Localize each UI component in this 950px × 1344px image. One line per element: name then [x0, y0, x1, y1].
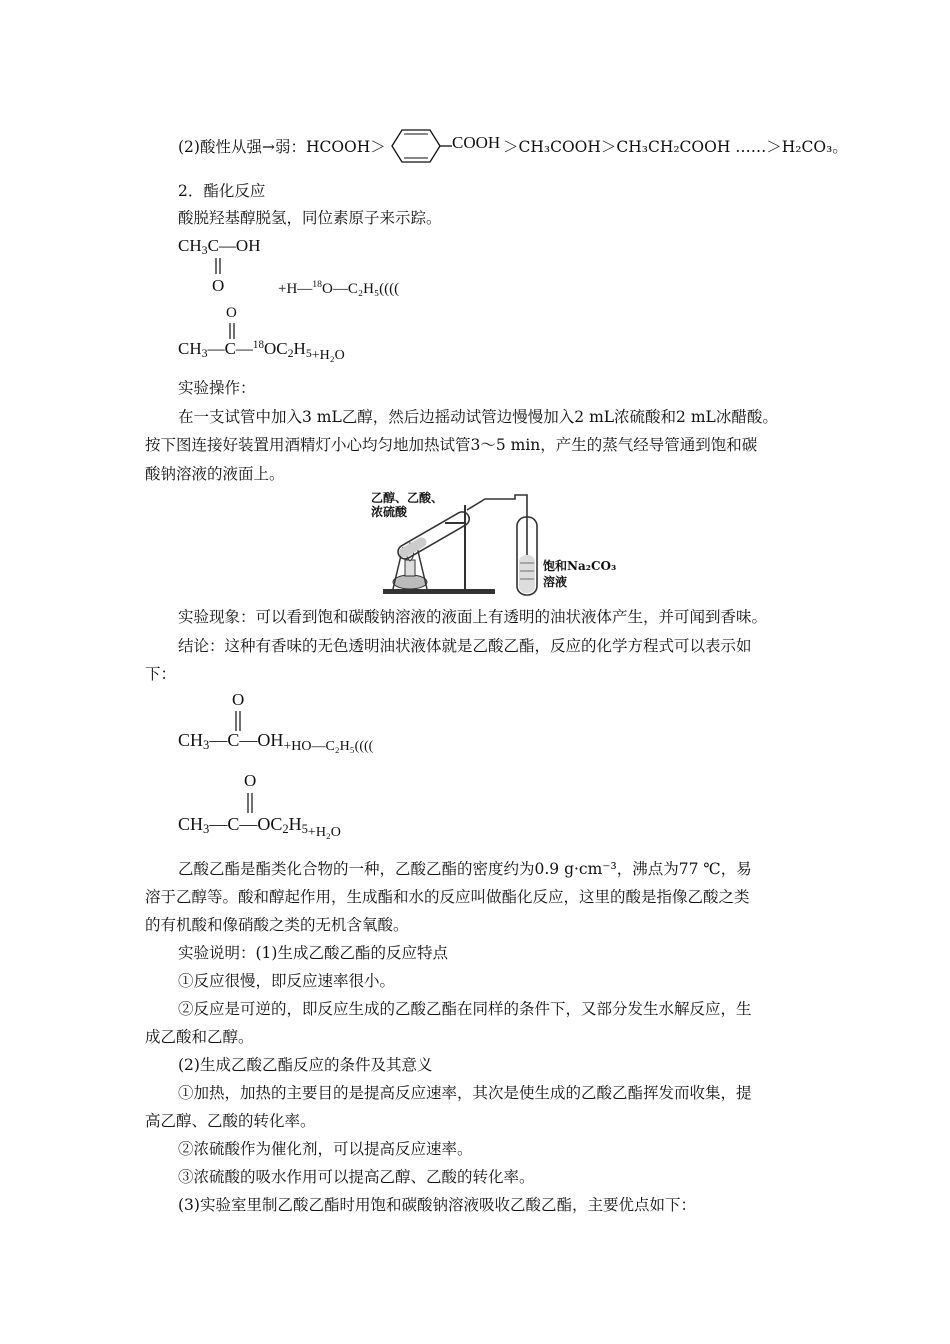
figure-label-reactants-1: 乙醇、乙酸、 — [371, 491, 444, 505]
section-heading: 2．酯化反应 — [178, 182, 266, 200]
note-1: ①反应很慢，即反应速率很小。 — [178, 972, 396, 990]
condition-1-line-1: ①加热，加热的主要目的是提高反应速率，其次是使生成的乙酸乙酯挥发而收集，提 — [178, 1084, 752, 1102]
operation-title: 实验操作： — [178, 379, 256, 397]
eq2-product-oxygen: O — [244, 771, 257, 790]
eq2-double-bond — [232, 710, 244, 732]
figure-label-reactants-2: 浓硫酸 — [371, 505, 408, 519]
ester-line-3: 的有机酸和像硝酸之类的无机含氧酸。 — [145, 916, 409, 934]
eq2-reactants: $CH_3—C—OH_{+HO—C_2H_5((((}$ — [178, 730, 374, 754]
eq1-product: $CH_3—C—^{18}OC_2H_{5+H_2O}$ — [178, 339, 345, 363]
condition-1-line-2: 高乙醇、乙酸的转化率。 — [145, 1112, 316, 1130]
eq1-alcohol: +H—$^{18}$O—C₂H₅(((( — [278, 279, 400, 297]
acidity-suffix: ＞CH₃COOH＞CH₃CH₂COOH ……＞H₂CO₃。 — [503, 138, 848, 156]
eq1-product-double-bond — [226, 322, 238, 340]
acidity-prefix: (2)酸性从强→弱：HCOOH＞ — [178, 138, 386, 156]
figure-label-solution-1: 饱和Na₂CO₃ — [543, 559, 617, 573]
figure-label-solution-2: 溶液 — [543, 575, 568, 589]
operation-line-2: 按下图连接好装置用酒精灯小心均匀地加热试管3～5 min，产生的蒸气经导管通到饱和碳 — [145, 436, 758, 454]
eq1-product-oxygen: O — [226, 305, 237, 321]
ester-line-2: 溶于乙醇等。酸和醇起作用，生成酯和水的反应叫做酯化反应，这里的酸是指像乙酸之类 — [145, 888, 750, 906]
eq2-product-double-bond — [244, 792, 256, 814]
benzene-ring-icon — [382, 126, 452, 166]
condition-3: ③浓硫酸的吸水作用可以提高乙醇、乙酸的转化率。 — [178, 1168, 535, 1186]
note-2-line-1: ②反应是可逆的，即反应生成的乙酸乙酯在同样的条件下，又部分发生水解反应，生 — [178, 1000, 752, 1018]
cooh-group: COOH — [452, 133, 501, 152]
operation-line-1: 在一支试管中加入3 mL乙醇，然后边摇动试管边慢慢加入2 mL浓硫酸和2 mL冰醋酸。 — [178, 408, 778, 426]
condition-2: ②浓硫酸作为催化剂，可以提高反应速率。 — [178, 1140, 473, 1158]
phenomenon: 实验现象：可以看到饱和碳酸钠溶液的液面上有透明的油状液体产生，并可闻到香味。 — [178, 608, 768, 626]
conclusion-line-1: 结论：这种有香味的无色透明油状液体就是乙酸乙酯，反应的化学方程式可以表示如 — [178, 637, 752, 655]
note-title: 实验说明：(1)生成乙酸乙酯的反应特点 — [178, 944, 448, 962]
eq2-products: $CH_3—C—OC_2H_{5+H_2O}$ — [178, 814, 341, 840]
ester-line-1: 乙酸乙酯是酯类化合物的一种，乙酸乙酯的密度约为0.9 g·cm⁻³，沸点为77 ℃，易 — [178, 860, 752, 878]
eq2-oxygen: O — [232, 690, 245, 709]
apparatus-figure — [365, 485, 625, 597]
eq1-double-bond — [212, 256, 224, 276]
eq1-reactant: $CH_3C—OH$ — [178, 236, 261, 257]
esterification-rule: 酸脱羟基醇脱氢，同位素原子来示踪。 — [178, 209, 442, 227]
conclusion-line-2: 下： — [145, 665, 177, 683]
condition-title: (2)生成乙酸乙酯反应的条件及其意义 — [178, 1056, 433, 1074]
note-2-line-2: 成乙酸和乙醇。 — [145, 1028, 254, 1046]
point-3: (3)实验室里制乙酸乙酯时用饱和碳酸钠溶液吸收乙酸乙酯，主要优点如下： — [178, 1196, 696, 1214]
eq1-oxygen: O — [212, 276, 225, 295]
operation-line-3: 酸钠溶液的液面上。 — [145, 465, 285, 483]
